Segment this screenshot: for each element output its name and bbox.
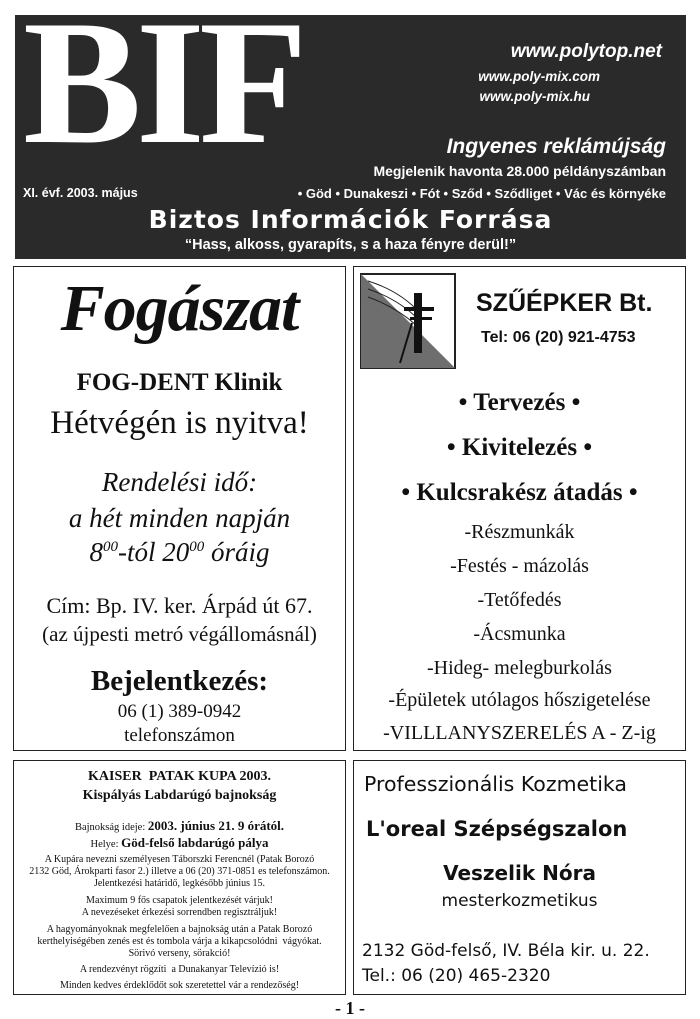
cup-tradition-2: kerthelyiségében zenés est és tombola várja a kikapcsolódni vágyókat. bbox=[37, 936, 322, 947]
cup-title: KAISER PATAK KUPA 2003. bbox=[88, 769, 271, 784]
masthead-title: Biztos Információk Forrása bbox=[148, 205, 553, 234]
booking-phone-note: telefonszámon bbox=[124, 725, 235, 746]
football-cup-ad bbox=[13, 760, 346, 995]
cup-entry-3: Jelentkezési határidő, legkésőbb június 15. bbox=[93, 878, 266, 889]
motto: “Hass, alkoss, gyarapíts, s a haza fényre derül!” bbox=[184, 237, 517, 253]
company-phone[interactable]: Tel: 06 (20) 921-4753 bbox=[481, 329, 636, 346]
url-poly-mix-com[interactable]: www.poly-mix.com bbox=[478, 69, 600, 84]
cup-entry-2: 2132 Göd, Árokparti fasor 2.) illetve a 06 (20) 371-0851 es telefonszámon. bbox=[29, 866, 330, 877]
tagline: Ingyenes reklámújság bbox=[446, 135, 666, 158]
work-tiling: -Hideg- melegburkolás bbox=[427, 657, 612, 679]
cosmetics-heading: Professzionális Kozmetika bbox=[364, 772, 627, 796]
url-poly-mix-hu[interactable]: www.poly-mix.hu bbox=[479, 89, 590, 104]
clinic-name: FOG-DENT Klinik bbox=[76, 369, 283, 396]
owner-role: mesterkozmetikus bbox=[441, 891, 598, 911]
circulation: Megjelenik havonta 28.000 példányszámban bbox=[373, 163, 666, 179]
page-number: - 1 - bbox=[335, 998, 365, 1018]
work-painting: -Festés - mázolás bbox=[450, 555, 589, 577]
work-insulation: -Épületek utólagos hőszigetelése bbox=[388, 689, 651, 711]
work-carpentry: -Ácsmunka bbox=[473, 623, 566, 645]
construction-ad bbox=[353, 266, 686, 751]
booking-label: Bejelentkezés: bbox=[90, 665, 269, 697]
towns: • Göd • Dunakeszi • Fót • Sződ • Sződliget • Vác és környéke bbox=[297, 186, 666, 201]
cup-date: Bajnokság ideje: 2003. június 21. 9 órától. bbox=[74, 818, 285, 833]
cosmetics-phone[interactable]: Tel.: 06 (20) 465-2320 bbox=[362, 966, 551, 986]
service-design: • Tervezés • bbox=[458, 389, 581, 416]
booking-phone[interactable]: 06 (1) 389-0942 bbox=[117, 701, 242, 722]
company-name: SZŰÉPKER Bt. bbox=[476, 289, 653, 317]
cosmetics-ad bbox=[353, 760, 686, 995]
address: Cím: Bp. IV. ker. Árpád út 67. bbox=[46, 593, 313, 618]
cup-invite: Minden kedves érdeklődőt sok szeretettel vár a rendezőség! bbox=[59, 980, 300, 991]
cosmetics-address: 2132 Göd-felső, IV. Béla kir. u. 22. bbox=[362, 941, 650, 961]
owner-name: Veszelik Nóra bbox=[443, 861, 596, 885]
cup-subtitle: Kispályás Labdarúgó bajnokság bbox=[82, 788, 277, 803]
issue-info: XI. évf. 2003. május bbox=[23, 186, 138, 200]
url-polytop[interactable]: www.polytop.net bbox=[510, 41, 662, 62]
cup-entry-1: A Kupára nevezni személyesen Táborszki Ferencnél (Patak Borozó bbox=[44, 854, 315, 865]
open-weekend: Hétvégén is nyitva! bbox=[50, 405, 309, 441]
szuepker-logo bbox=[360, 273, 456, 369]
cup-place: Helye: Göd-felső labdarúgó pálya bbox=[90, 835, 269, 850]
dental-ad bbox=[13, 266, 346, 751]
hours-days: a hét minden napján bbox=[68, 503, 291, 533]
service-build: • Kivitelezés • bbox=[446, 434, 593, 461]
hours-label: Rendelési idő: bbox=[101, 467, 258, 497]
dental-heading: Fogászat bbox=[60, 272, 299, 345]
masthead bbox=[15, 0, 686, 259]
logo: BIF bbox=[23, 0, 302, 181]
cup-tv: A rendezvényt rögzíti a Dunakanyar Televízió is! bbox=[79, 964, 280, 975]
cup-tradition-1: A hagyományoknak megfelelően a bajnokság után a Patak Borozó bbox=[46, 924, 313, 935]
address-note: (az újpesti metró végállomásnál) bbox=[42, 622, 317, 646]
cup-teams-2: A nevezéseket érkezési sorrendben regisztráljuk! bbox=[81, 907, 278, 918]
cup-tradition-3: Sörivó verseny, sörakció! bbox=[128, 948, 231, 959]
work-electrical: -VILLLANYSZERELÉS A - Z-ig bbox=[383, 722, 656, 744]
cup-teams-1: Maximum 9 fős csapatok jelentkezését várjuk! bbox=[86, 895, 273, 906]
work-roofing: -Tetőfedés bbox=[477, 589, 562, 611]
service-turnkey: • Kulcsrakész átadás • bbox=[401, 479, 638, 506]
work-partial: -Részmunkák bbox=[464, 521, 575, 543]
hours-range: $8^{00}$-tól $20^{00}$ óráig bbox=[89, 537, 270, 567]
salon-name: L'oreal Szépségszalon bbox=[366, 817, 628, 841]
